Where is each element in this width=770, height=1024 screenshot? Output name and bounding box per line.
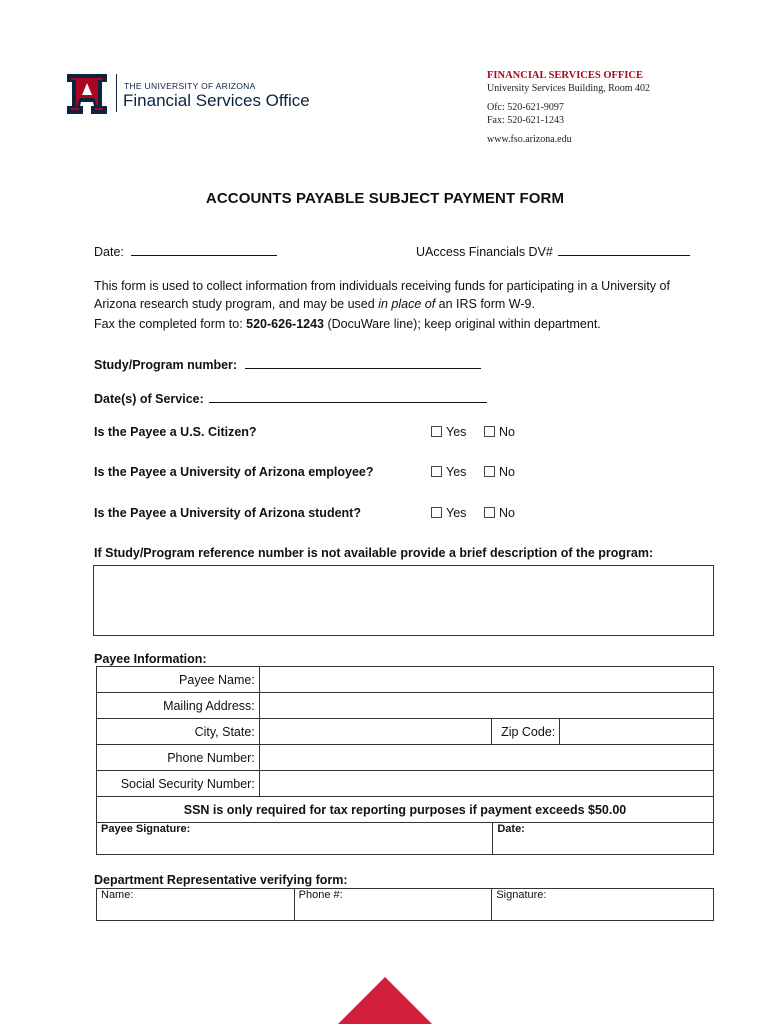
payee-signature-table [96,822,714,855]
citizen-yes-checkbox[interactable] [431,425,466,439]
checkbox-icon [431,466,442,477]
question-employee: Is the Payee a University of Arizona employee? [94,465,374,479]
contact-web[interactable]: www.fso.arizona.edu [487,134,572,145]
date-field[interactable] [94,243,277,259]
dv-line[interactable] [558,243,690,256]
dept-signature-label: Signature: [496,889,547,901]
department-heading: Department Representative verifying form: [94,873,348,887]
description-prompt: If Study/Program reference number is not available provide a brief description of the program: [94,546,654,560]
yes-label: Yes [446,425,467,439]
dept-name-field[interactable] [97,889,295,921]
contact-block [487,70,650,147]
logo-divider [116,74,117,112]
payee-date-field[interactable] [493,823,714,855]
mailing-address-input[interactable] [259,693,713,719]
ssn-input[interactable] [259,771,713,797]
ssn-note: SSN is only required for tax reporting purposes if payment exceeds $50.00 [97,797,714,823]
date-label: Date: [94,245,124,259]
checkbox-icon [484,466,495,477]
citizen-no-checkbox[interactable] [484,425,515,439]
payee-heading: Payee Information: [94,652,207,666]
dates-of-service-field[interactable] [94,390,487,406]
phone-number-input[interactable] [259,745,713,771]
ssn-label: Social Security Number: [97,771,260,797]
payee-signature-label: Payee Signature: [101,823,191,835]
university-line: THE UNIVERSITY OF ARIZONA [124,81,256,91]
checkbox-icon [484,426,495,437]
payee-signature-field[interactable] [97,823,493,855]
city-state-label: City, State: [97,719,260,745]
checkbox-icon [431,426,442,437]
intro-paragraph [94,277,694,313]
checkbox-icon [431,507,442,518]
dates-of-service-line[interactable] [209,390,487,403]
dept-signature-field[interactable] [492,889,714,921]
dept-name-label: Name: [101,889,134,901]
payee-table [96,666,714,823]
zip-code-input[interactable] [560,719,714,745]
no-label: No [499,465,515,479]
study-number-field[interactable] [94,356,481,372]
employee-yes-checkbox[interactable] [431,465,466,479]
office-name: Financial Services Office [123,91,310,110]
study-number-line[interactable] [245,356,481,369]
fax-prefix: Fax the completed form to: [94,317,247,331]
university-logo-icon [67,74,107,114]
description-textarea[interactable] [93,565,714,636]
contact-office: FINANCIAL SERVICES OFFICE [487,70,643,81]
fax-instruction [94,315,714,333]
intro-text-a: This form is used to collect information from individuals receiving funds for participating in a University of Arizona research study program, and may be used [94,279,670,311]
intro-text-b: an IRS form W-9. [435,297,535,311]
study-number-label: Study/Program number: [94,358,238,372]
department-table [96,888,714,921]
dv-field[interactable] [416,243,690,259]
contact-fax: Fax: 520-621-1243 [487,114,564,126]
contact-phone: Ofc: 520-621-9097 [487,102,564,113]
no-label: No [499,506,515,520]
yes-label: Yes [446,465,467,479]
no-label: No [499,425,515,439]
payee-name-input[interactable] [259,667,713,693]
yes-label: Yes [446,506,467,520]
city-state-input[interactable] [259,719,492,745]
contact-building: University Services Building, Room 402 [487,82,651,94]
intro-emphasis: in place of [378,297,436,311]
employee-no-checkbox[interactable] [484,465,515,479]
dv-label: UAccess Financials DV# [416,245,553,259]
dates-of-service-label: Date(s) of Service: [94,392,204,406]
student-no-checkbox[interactable] [484,506,515,520]
payee-name-label: Payee Name: [97,667,260,693]
student-yes-checkbox[interactable] [431,506,466,520]
form-title: ACCOUNTS PAYABLE SUBJECT PAYMENT FORM [205,190,565,207]
date-line[interactable] [131,243,277,256]
question-student: Is the Payee a University of Arizona student? [94,506,361,520]
phone-number-label: Phone Number: [97,745,260,771]
zip-code-label: Zip Code: [492,719,560,745]
dept-phone-label: Phone #: [298,889,343,901]
checkbox-icon [484,507,495,518]
decorative-triangle [338,977,432,1024]
fax-number: 520-626-1243 [246,317,325,331]
question-citizen: Is the Payee a U.S. Citizen? [94,425,257,439]
mailing-address-label: Mailing Address: [97,693,260,719]
fax-suffix: (DocuWare line); keep original within department. [324,317,601,331]
dept-phone-field[interactable] [294,889,492,921]
payee-date-label: Date: [497,823,525,835]
